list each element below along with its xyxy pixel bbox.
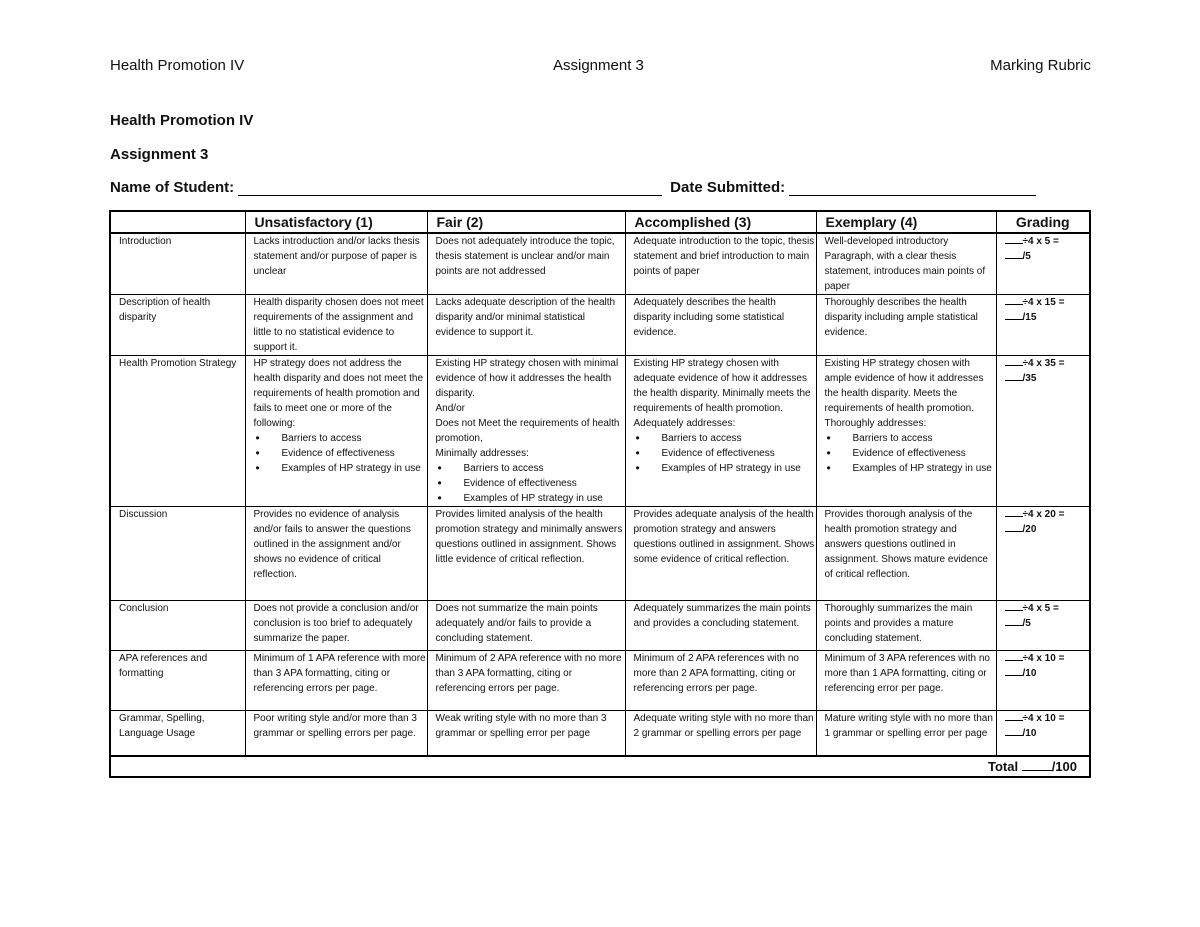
header-cell-accomplished: Accomplished (3) xyxy=(625,211,816,233)
date-submitted-label: Date Submitted: xyxy=(670,179,786,196)
grade-formula: ÷4 x 35 = xyxy=(1022,358,1065,369)
table-row xyxy=(110,356,1090,507)
cell-text: Existing HP strategy chosen with adequate evidence of how it addresses the health disparity. Minimally meets the requirements of health promotion. xyxy=(633,358,811,414)
fair-cell: Does not summarize the main points adequately and/or fails to provide a concluding statement. xyxy=(427,601,625,651)
unsatisfactory-cell: Health disparity chosen does not meet requirements of the assignment and little to no statistical evidence to support it. xyxy=(245,295,427,356)
criterion-cell: Description of health disparity xyxy=(110,295,245,356)
accomplished-cell xyxy=(625,356,816,507)
total-cell[interactable] xyxy=(110,756,1090,777)
criterion-cell: Introduction xyxy=(110,233,245,295)
list-item: • Barriers to access xyxy=(254,431,427,446)
total-row xyxy=(110,756,1090,777)
unsatisfactory-cell: Poor writing style and/or more than 3 grammar or spelling errors per page. xyxy=(245,711,427,756)
grade-formula: ÷4 x 5 = xyxy=(1022,236,1059,247)
cell-text: Minimally addresses: xyxy=(435,448,529,459)
grading-cell[interactable] xyxy=(996,295,1090,356)
header-assignment: Assignment 3 xyxy=(553,57,644,74)
grade-formula: ÷4 x 5 = xyxy=(1022,603,1059,614)
cell-text: Existing HP strategy chosen with minimal evidence of how it addresses the health disparity. xyxy=(435,358,619,399)
header-cell-grading: Grading xyxy=(996,211,1090,233)
grading-cell[interactable] xyxy=(996,601,1090,651)
student-info-line xyxy=(110,179,1040,196)
header-doc-type: Marking Rubric xyxy=(990,57,1091,74)
grade-points: /35 xyxy=(1022,373,1037,384)
unsatisfactory-cell: Does not provide a conclusion and/or conclusion is too brief to adequately summarize the paper. xyxy=(245,601,427,651)
document-title: Health Promotion IV xyxy=(110,112,254,129)
cell-text: Does not Meet the requirements of health promotion, xyxy=(435,418,620,444)
table-row xyxy=(110,507,1090,601)
exemplary-cell: Thoroughly describes the health disparity including ample statistical evidence. xyxy=(816,295,996,356)
grade-formula: ÷4 x 10 = xyxy=(1022,653,1065,664)
student-name-label: Name of Student: xyxy=(110,179,235,196)
fair-cell: Lacks adequate description of the health disparity and/or minimal statistical evidence to support it. xyxy=(427,295,625,356)
list-item: • Examples of HP strategy in use xyxy=(634,461,816,476)
accomplished-cell: Provides adequate analysis of the health promotion strategy and answers questions outlined in assignment. Shows some evidence of critical reflection. xyxy=(625,507,816,601)
table-row xyxy=(110,601,1090,651)
assignment-title: Assignment 3 xyxy=(110,146,209,163)
header-cell-unsatisfactory: Unsatisfactory (1) xyxy=(245,211,427,233)
criterion-cell: Health Promotion Strategy xyxy=(110,356,245,507)
fair-cell: Minimum of 2 APA reference with no more than 3 APA formatting, citing or referencing errors per page. xyxy=(427,651,625,711)
grade-points: /20 xyxy=(1022,524,1037,535)
list-item: • Examples of HP strategy in use xyxy=(254,461,427,476)
bullet-list xyxy=(436,461,625,506)
list-item: • Evidence of effectiveness xyxy=(254,446,427,461)
header-course: Health Promotion IV xyxy=(110,57,245,74)
accomplished-cell: Adequately describes the health disparity including some statistical evidence. xyxy=(625,295,816,356)
list-item: • Barriers to access xyxy=(436,461,625,476)
table-row xyxy=(110,711,1090,756)
bullet-list xyxy=(254,431,427,476)
fair-cell: Weak writing style with no more than 3 grammar or spelling error per page xyxy=(427,711,625,756)
fair-cell xyxy=(427,356,625,507)
cell-text: Existing HP strategy chosen with ample evidence of how it addresses the health disparity. Meets the requirements of health promotion. xyxy=(824,358,984,414)
marking-rubric-table xyxy=(109,210,1091,778)
header-cell-criteria xyxy=(110,211,245,233)
grading-cell[interactable] xyxy=(996,507,1090,601)
accomplished-cell: Adequate introduction to the topic, thesis statement and brief introduction to main points of paper xyxy=(625,233,816,295)
grade-points: /10 xyxy=(1022,728,1037,739)
cell-text: HP strategy does not address the health disparity and does not meet the requirements of health promotion and fails to meet one or more of the following: xyxy=(253,358,424,429)
bullet-list xyxy=(825,431,996,476)
grading-cell[interactable] xyxy=(996,233,1090,295)
list-item: • Evidence of effectiveness xyxy=(436,476,625,491)
unsatisfactory-cell: Minimum of 1 APA reference with more than 3 APA formatting, citing or referencing errors per page. xyxy=(245,651,427,711)
list-item: • Evidence of effectiveness xyxy=(825,446,996,461)
unsatisfactory-cell: Lacks introduction and/or lacks thesis statement and/or purpose of paper is unclear xyxy=(245,233,427,295)
student-name-field[interactable] xyxy=(238,180,662,196)
exemplary-cell: Well-developed introductory Paragraph, with a clear thesis statement, introduces main points of paper xyxy=(816,233,996,295)
grade-points: /10 xyxy=(1022,668,1037,679)
total-label: Total xyxy=(987,758,1019,774)
exemplary-cell: Mature writing style with no more than 1 grammar or spelling error per page xyxy=(816,711,996,756)
criterion-cell: Discussion xyxy=(110,507,245,601)
total-value: /100 xyxy=(1051,758,1077,774)
grading-cell[interactable] xyxy=(996,356,1090,507)
grading-cell[interactable] xyxy=(996,711,1090,756)
cell-text: Adequately addresses: xyxy=(633,418,736,429)
header-cell-exemplary: Exemplary (4) xyxy=(816,211,996,233)
grade-points: /15 xyxy=(1022,312,1037,323)
exemplary-cell: Thoroughly summarizes the main points and provides a mature concluding statement. xyxy=(816,601,996,651)
fair-cell: Provides limited analysis of the health promotion strategy and minimally answers questions outlined in assignment. Shows little evidence of critical reflection. xyxy=(427,507,625,601)
table-row xyxy=(110,651,1090,711)
date-submitted-field[interactable] xyxy=(789,180,1036,196)
fair-cell: Does not adequately introduce the topic, thesis statement is unclear and/or main points are not addressed xyxy=(427,233,625,295)
accomplished-cell: Adequately summarizes the main points and provides a concluding statement. xyxy=(625,601,816,651)
table-header-row xyxy=(110,211,1090,233)
accomplished-cell: Adequate writing style with no more than 2 grammar or spelling errors per page xyxy=(625,711,816,756)
exemplary-cell: Provides thorough analysis of the health promotion strategy and answers questions outlined in assignment. Shows mature evidence of critical reflection. xyxy=(816,507,996,601)
bullet-list xyxy=(634,431,816,476)
list-item: • Examples of HP strategy in use xyxy=(436,491,625,506)
cell-text: Thoroughly addresses: xyxy=(824,418,927,429)
criterion-cell: APA references and formatting xyxy=(110,651,245,711)
unsatisfactory-cell xyxy=(245,356,427,507)
list-item: • Examples of HP strategy in use xyxy=(825,461,996,476)
accomplished-cell: Minimum of 2 APA references with no more than 2 APA formatting, citing or referencing errors per page. xyxy=(625,651,816,711)
grade-formula: ÷4 x 15 = xyxy=(1022,297,1065,308)
grade-formula: ÷4 x 10 = xyxy=(1022,713,1065,724)
criterion-cell: Grammar, Spelling, Language Usage xyxy=(110,711,245,756)
list-item: • Barriers to access xyxy=(634,431,816,446)
exemplary-cell: Minimum of 3 APA references with no more than 1 APA formatting, citing or referencing error per page. xyxy=(816,651,996,711)
criterion-cell: Conclusion xyxy=(110,601,245,651)
list-item: • Evidence of effectiveness xyxy=(634,446,816,461)
unsatisfactory-cell: Provides no evidence of analysis and/or fails to answer the questions outlined in the assignment and/or shows no evidence of critical reflection. xyxy=(245,507,427,601)
header-cell-fair: Fair (2) xyxy=(427,211,625,233)
grading-cell[interactable] xyxy=(996,651,1090,711)
grade-points: /5 xyxy=(1022,251,1031,262)
table-row xyxy=(110,233,1090,295)
exemplary-cell xyxy=(816,356,996,507)
cell-text: And/or xyxy=(435,403,465,414)
grade-formula: ÷4 x 20 = xyxy=(1022,509,1065,520)
grade-points: /5 xyxy=(1022,618,1031,629)
list-item: • Barriers to access xyxy=(825,431,996,446)
table-row xyxy=(110,295,1090,356)
